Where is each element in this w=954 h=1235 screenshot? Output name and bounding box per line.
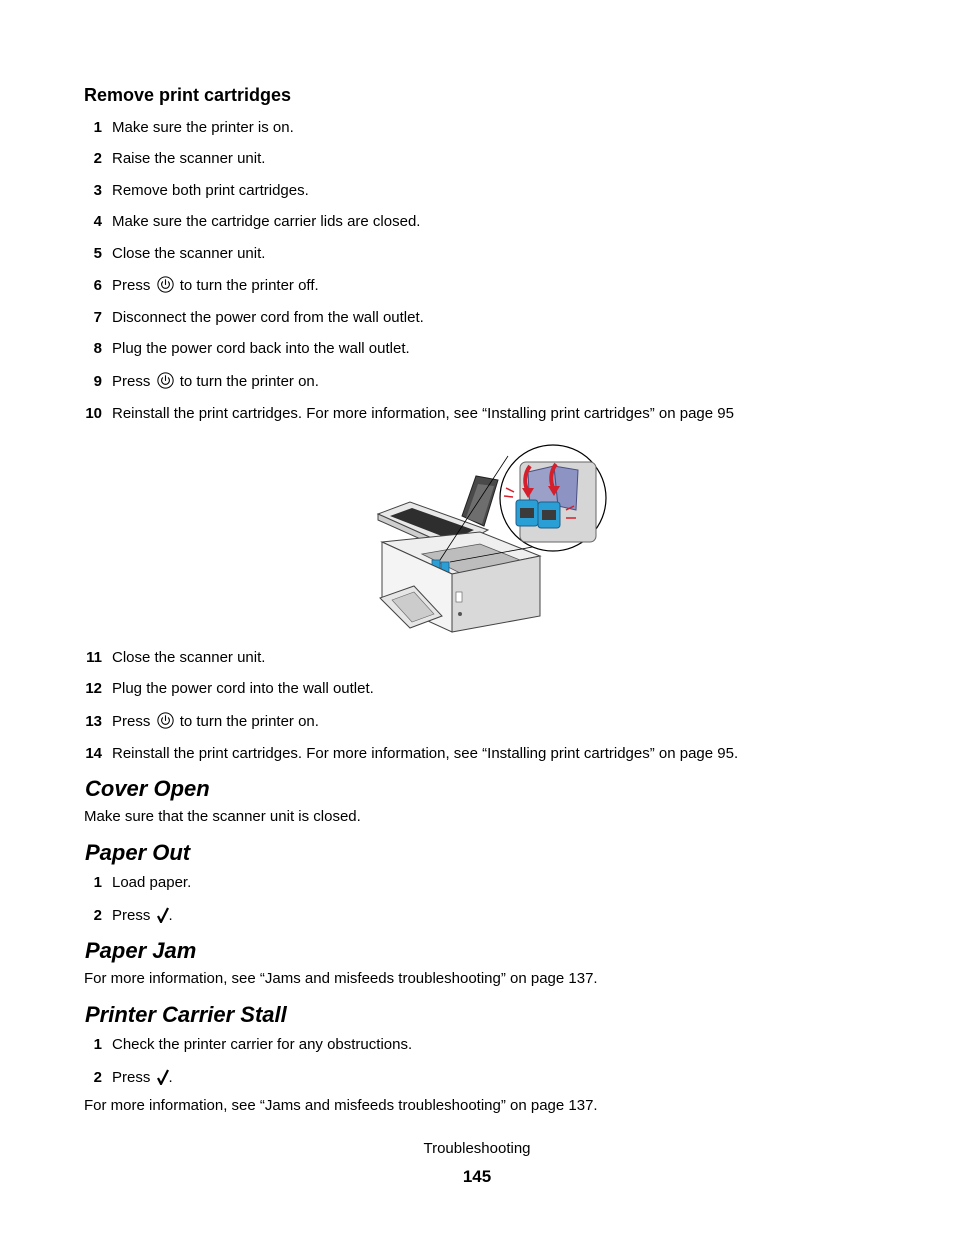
step-number: 1 bbox=[93, 874, 102, 891]
step-text: Plug the power cord back into the wall outlet. bbox=[112, 340, 410, 357]
step-text bbox=[112, 906, 173, 926]
section-heading-remove-cartridges: Remove print cartridges bbox=[84, 85, 292, 105]
step-number: 2 bbox=[93, 150, 102, 167]
step-text: Reinstall the print cartridges. For more information, see “Installing print cartridges” on page 95 bbox=[112, 405, 734, 422]
step-text-post: to turn the printer on. bbox=[179, 373, 319, 390]
footer-section-label: Troubleshooting bbox=[423, 1140, 531, 1157]
step-number: 2 bbox=[93, 1069, 102, 1086]
step-text-pre: Press bbox=[112, 713, 151, 730]
step-number: 8 bbox=[93, 340, 102, 357]
section-heading-cover-open: Cover Open bbox=[85, 776, 210, 801]
step-number: 14 bbox=[85, 745, 102, 762]
power-button-icon bbox=[157, 712, 174, 729]
step-number: 1 bbox=[93, 119, 102, 136]
step-number: 2 bbox=[93, 907, 102, 924]
step-text-post: . bbox=[168, 1069, 173, 1086]
section-heading-paper-jam: Paper Jam bbox=[85, 938, 197, 963]
step-text: Close the scanner unit. bbox=[112, 245, 266, 262]
power-button-icon bbox=[157, 276, 174, 293]
step-number: 11 bbox=[86, 649, 102, 666]
step-text-post: to turn the printer off. bbox=[179, 277, 319, 294]
step-number: 9 bbox=[93, 373, 102, 390]
step-number: 4 bbox=[93, 213, 102, 230]
step-number: 6 bbox=[93, 277, 102, 294]
step-number: 7 bbox=[93, 309, 102, 326]
step-text: Close the scanner unit. bbox=[112, 649, 266, 666]
section-heading-paper-out: Paper Out bbox=[85, 840, 191, 865]
step-text bbox=[112, 1068, 173, 1088]
step-text: Plug the power cord into the wall outlet. bbox=[112, 680, 374, 697]
step-text-pre: Press bbox=[112, 373, 151, 390]
step-number: 12 bbox=[85, 680, 102, 697]
checkmark-icon bbox=[157, 1069, 169, 1085]
step-text: Load paper. bbox=[112, 874, 192, 891]
step-text bbox=[112, 712, 319, 732]
step-text: Disconnect the power cord from the wall outlet. bbox=[112, 309, 424, 326]
step-number: 1 bbox=[93, 1036, 102, 1053]
step-text: Make sure the printer is on. bbox=[112, 119, 294, 136]
cover-open-text: Make sure that the scanner unit is closed. bbox=[84, 808, 361, 825]
paper-jam-text: For more information, see “Jams and misfeeds troubleshooting” on page 137. bbox=[84, 970, 598, 987]
section-heading-printer-carrier-stall: Printer Carrier Stall bbox=[85, 1002, 287, 1027]
step-text-pre: Press bbox=[112, 907, 151, 924]
step-number: 13 bbox=[85, 713, 102, 730]
step-text-post: to turn the printer on. bbox=[179, 713, 319, 730]
power-button-icon bbox=[157, 372, 174, 389]
step-text: Raise the scanner unit. bbox=[112, 150, 266, 167]
printer-cartridge-illustration bbox=[370, 436, 610, 636]
checkmark-icon bbox=[157, 907, 169, 923]
page-number: 145 bbox=[462, 1167, 492, 1186]
step-text: Check the printer carrier for any obstructions. bbox=[112, 1036, 413, 1053]
step-number: 10 bbox=[85, 405, 102, 422]
carrier-stall-text: For more information, see “Jams and misfeeds troubleshooting” on page 137. bbox=[84, 1097, 598, 1114]
step-text: Make sure the cartridge carrier lids are closed. bbox=[112, 213, 421, 230]
step-text bbox=[112, 276, 319, 296]
step-number: 5 bbox=[93, 245, 102, 262]
step-text bbox=[112, 372, 319, 392]
step-text: Remove both print cartridges. bbox=[112, 182, 309, 199]
step-text: Reinstall the print cartridges. For more information, see “Installing print cartridges” on page 95. bbox=[112, 745, 739, 762]
step-text-post: . bbox=[168, 907, 173, 924]
step-text-pre: Press bbox=[112, 277, 151, 294]
step-text-pre: Press bbox=[112, 1069, 151, 1086]
step-number: 3 bbox=[93, 182, 102, 199]
